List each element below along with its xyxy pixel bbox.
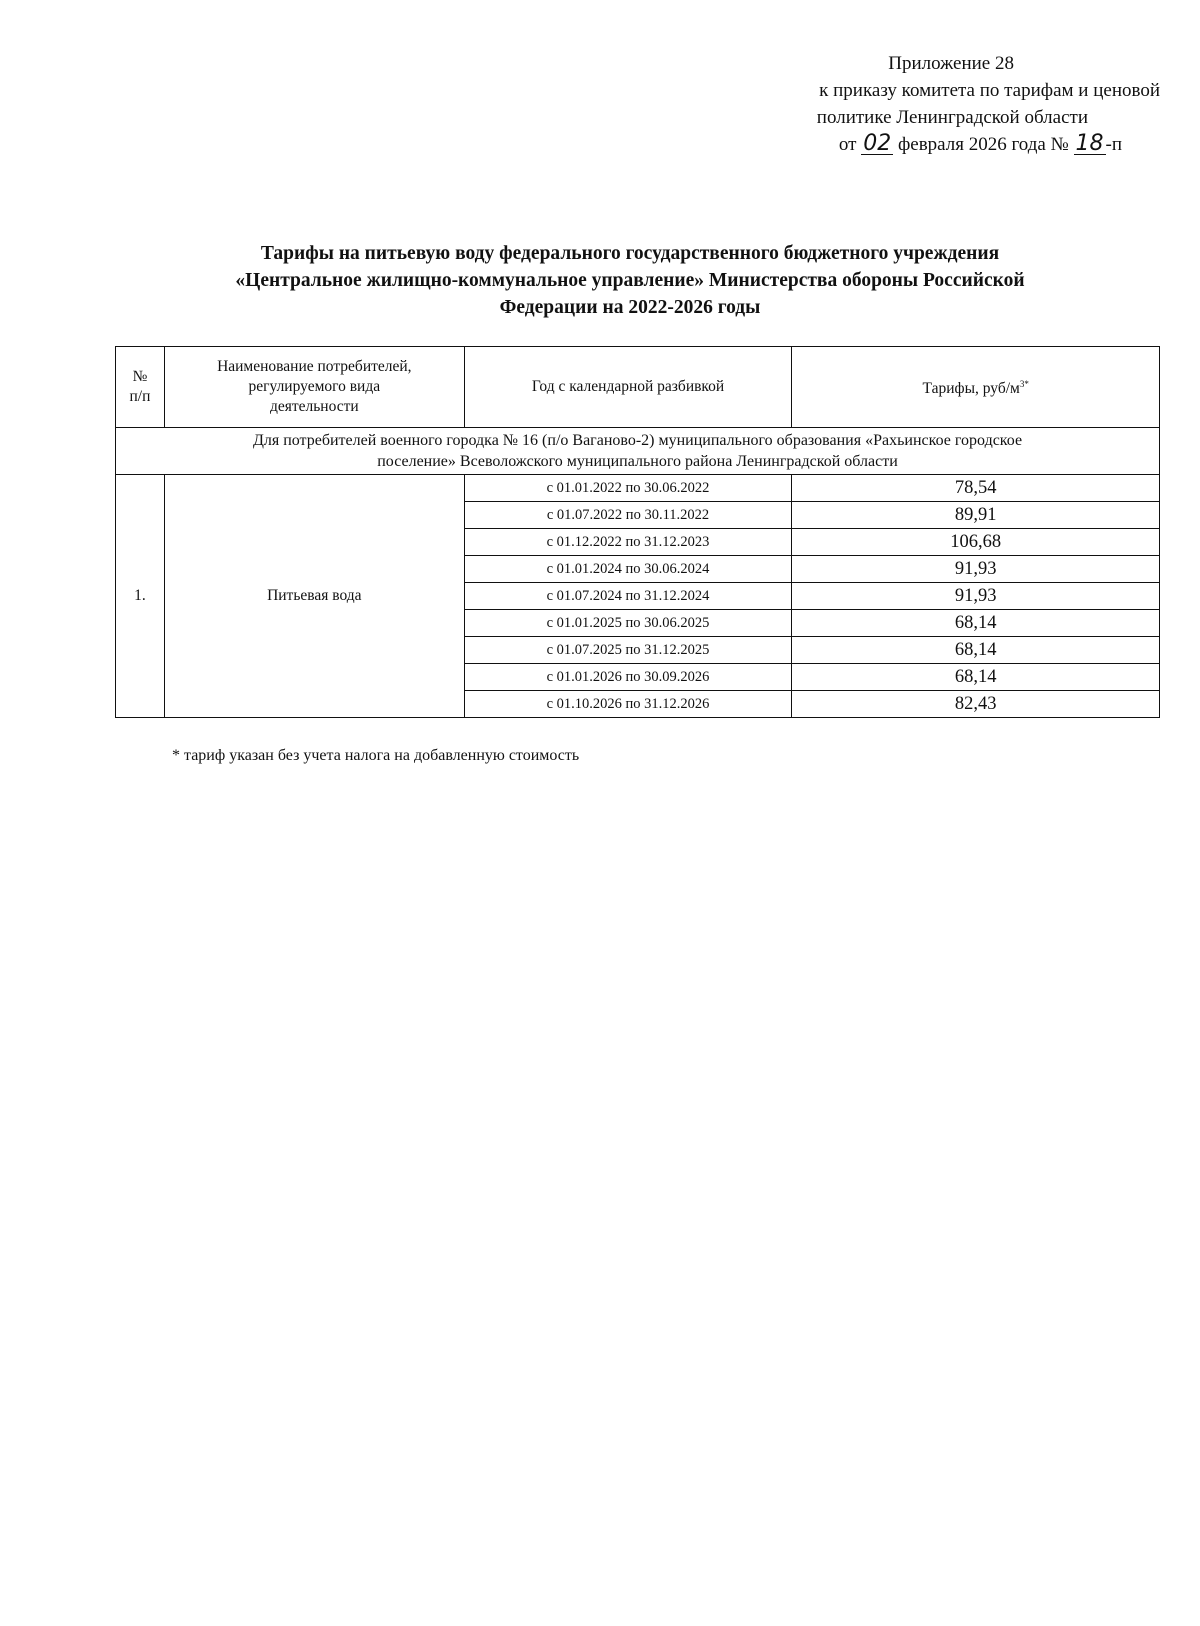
appendix-date-line — [640, 131, 1160, 158]
tariff-value-cell: 91,93 — [792, 583, 1160, 610]
date-middle: февраля 2026 года № — [897, 134, 1069, 155]
tariff-value-cell: 89,91 — [792, 502, 1160, 529]
header-consumer-name: Наименование потребителей, регулируемого вида деятельности — [164, 347, 464, 428]
period-cell: с 01.10.2026 по 31.12.2026 — [464, 691, 792, 718]
tariff-value-cell: 68,14 — [792, 610, 1160, 637]
tariff-value-cell: 68,14 — [792, 664, 1160, 691]
footnote: * тариф указан без учета налога на добавленную стоимость — [172, 747, 580, 764]
tariff-value-cell: 78,54 — [792, 475, 1160, 502]
period-cell: с 01.07.2022 по 30.11.2022 — [464, 502, 792, 529]
consumer-group-label: Для потребителей военного городка № 16 (п/о Ваганово-2) муниципального образования «Рахьинское городское поселение» Всеволожского муниципального района Ленинградской области — [116, 428, 1160, 475]
appendix-order-ref: к приказу комитета по тарифам и ценовой — [819, 80, 1160, 101]
handwritten-order-number: 18 — [1075, 131, 1104, 156]
handwritten-day: 02 — [863, 131, 892, 156]
title-line-1: Тарифы на питьевую воду федерального государственного бюджетного учреждения — [260, 243, 1000, 264]
header-number: № п/п — [116, 347, 165, 428]
tariff-value-cell: 106,68 — [792, 529, 1160, 556]
tariff-value-cell: 68,14 — [792, 637, 1160, 664]
tariff-value-cell: 91,93 — [792, 556, 1160, 583]
order-suffix: -п — [1105, 134, 1122, 155]
title-line-3: Федерации на 2022-2026 годы — [499, 297, 761, 318]
period-cell: с 01.01.2025 по 30.06.2025 — [464, 610, 792, 637]
consumer-group-row — [116, 428, 1160, 475]
tariff-value-cell: 82,43 — [792, 691, 1160, 718]
period-cell: с 01.01.2024 по 30.06.2024 — [464, 556, 792, 583]
document-title — [130, 240, 1130, 321]
appendix-committee: политике Ленинградской области — [816, 107, 1088, 128]
period-cell: с 01.01.2026 по 30.09.2026 — [464, 664, 792, 691]
period-cell: с 01.01.2022 по 30.06.2022 — [464, 475, 792, 502]
period-cell: с 01.07.2025 по 31.12.2025 — [464, 637, 792, 664]
header-tariff: Тарифы, руб/$м^{3*}$ — [792, 347, 1160, 428]
appendix-block — [640, 50, 1160, 158]
tariff-table — [115, 346, 1160, 718]
period-cell: с 01.07.2024 по 31.12.2024 — [464, 583, 792, 610]
header-period: Год с календарной разбивкой — [464, 347, 792, 428]
row-number: 1. — [116, 475, 165, 718]
period-cell: с 01.12.2022 по 31.12.2023 — [464, 529, 792, 556]
appendix-number: Приложение 28 — [888, 53, 1014, 74]
row-consumer-name: Питьевая вода — [164, 475, 464, 718]
date-prefix: от — [838, 134, 857, 155]
title-line-2: «Центральное жилищно-коммунальное управление» Министерства обороны Российской — [235, 270, 1025, 291]
table-row — [116, 475, 1160, 502]
table-header-row — [116, 347, 1160, 428]
